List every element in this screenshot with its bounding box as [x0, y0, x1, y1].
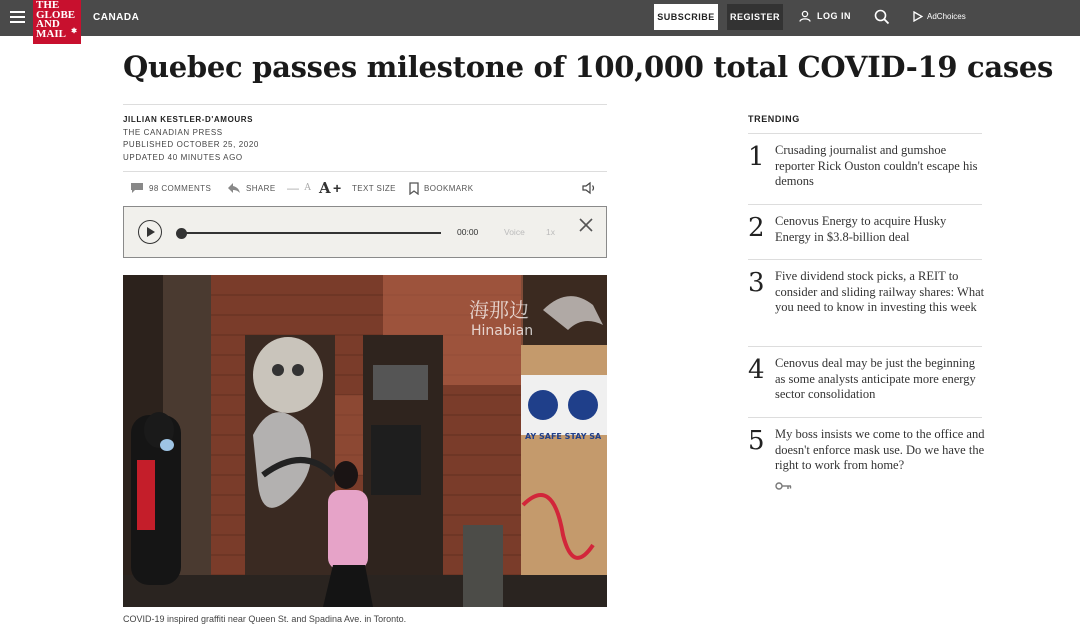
adchoices-link[interactable]: [912, 11, 966, 22]
trending-rank: 2: [748, 213, 765, 243]
trending-rank: 1: [748, 142, 765, 172]
share-button[interactable]: [227, 179, 276, 197]
updated-time: UPDATED 40 MINUTES AGO: [123, 152, 243, 162]
trending-rank: 3: [748, 268, 765, 298]
login-label: LOG IN: [817, 11, 851, 21]
maple-leaf-icon: ✱: [71, 26, 77, 35]
article-headline: Quebec passes milestone of 100,000 total COVID-19 cases: [123, 50, 1054, 84]
large-a-icon: A: [319, 179, 332, 197]
article-photo[interactable]: [123, 275, 607, 607]
voice-selector[interactable]: Voice: [504, 227, 525, 237]
share-icon: [227, 182, 241, 194]
play-icon[interactable]: [138, 220, 162, 244]
trending-heading: TRENDING: [748, 114, 800, 124]
comment-icon: [130, 182, 144, 194]
register-button[interactable]: REGISTER: [727, 4, 783, 30]
divider: [748, 204, 982, 205]
comments-label: 98 COMMENTS: [149, 183, 212, 193]
text-minus-icon: —: [287, 181, 300, 195]
login-button[interactable]: [799, 10, 851, 22]
user-icon: [799, 10, 811, 22]
divider: [123, 171, 607, 172]
bookmark-icon: [409, 182, 419, 195]
top-nav: [0, 0, 1080, 40]
playback-time: 00:00: [457, 227, 479, 237]
trending-headline[interactable]: Cenovus Energy to acquire Husky Energy in $3.8-billion deal: [775, 214, 947, 244]
divider: [748, 259, 982, 260]
watermark-en: Hinabian: [471, 323, 534, 339]
photo-caption: COVID-19 inspired graffiti near Queen St. and Spadina Ave. in Toronto.: [123, 614, 407, 624]
watermark-cn: 海那边: [469, 298, 529, 322]
share-label: SHARE: [246, 183, 276, 193]
section-link-canada[interactable]: CANADA: [93, 12, 140, 23]
progress-track[interactable]: [181, 232, 441, 234]
listen-button[interactable]: [582, 179, 598, 197]
search-icon[interactable]: [874, 9, 890, 30]
progress-handle[interactable]: [176, 228, 187, 239]
poster-text: AY SAFE STAY SA: [525, 432, 602, 441]
trending-headline[interactable]: My boss insists we come to the office and doesn't enforce mask use. Do we have the right to work from home?: [775, 427, 985, 472]
subscribe-button[interactable]: SUBSCRIBE: [654, 4, 718, 30]
text-size-label: TEXT SIZE: [352, 183, 396, 193]
trending-headline[interactable]: Five dividend stock picks, a REIT to consider and sliding railway shares: What you need to know in investing this week: [775, 269, 985, 314]
increase-text-button[interactable]: [319, 179, 342, 197]
byline: [123, 114, 259, 164]
bookmark-label: BOOKMARK: [424, 183, 474, 193]
adchoices-label: AdChoices: [927, 12, 966, 21]
divider: [748, 133, 982, 134]
key-icon: [775, 478, 793, 496]
close-icon[interactable]: [577, 216, 595, 234]
audio-player: [123, 206, 607, 258]
divider: [748, 346, 982, 347]
trending-headline[interactable]: Cenovus deal may be just the beginning as some analysts anticipate more energy sector consolidation: [775, 356, 976, 401]
bookmark-button[interactable]: [409, 179, 473, 197]
small-a-icon: A: [304, 183, 312, 193]
comments-button[interactable]: [130, 179, 211, 197]
text-plus-icon: +: [333, 180, 342, 196]
article-tools: [123, 179, 607, 199]
source: THE CANADIAN PRESS: [123, 127, 223, 137]
trending-rank: 5: [748, 426, 765, 456]
decrease-text-button[interactable]: [287, 179, 311, 197]
divider: [748, 417, 982, 418]
trending-headline[interactable]: Crusading journalist and gumshoe reporter Rick Ouston couldn't escape his demons: [775, 143, 978, 188]
published-date: PUBLISHED OCTOBER 25, 2020: [123, 140, 259, 149]
author-name[interactable]: JILLIAN KESTLER-D'AMOURS: [123, 115, 254, 124]
divider: [123, 104, 607, 105]
adchoices-icon: [912, 11, 923, 22]
globe-and-mail-logo[interactable]: THE GLOBE AND MAIL ✱: [33, 0, 81, 44]
speaker-icon: [582, 181, 598, 195]
menu-icon[interactable]: [10, 11, 25, 23]
speed-selector[interactable]: 1x: [546, 227, 555, 237]
trending-rank: 4: [748, 355, 765, 385]
